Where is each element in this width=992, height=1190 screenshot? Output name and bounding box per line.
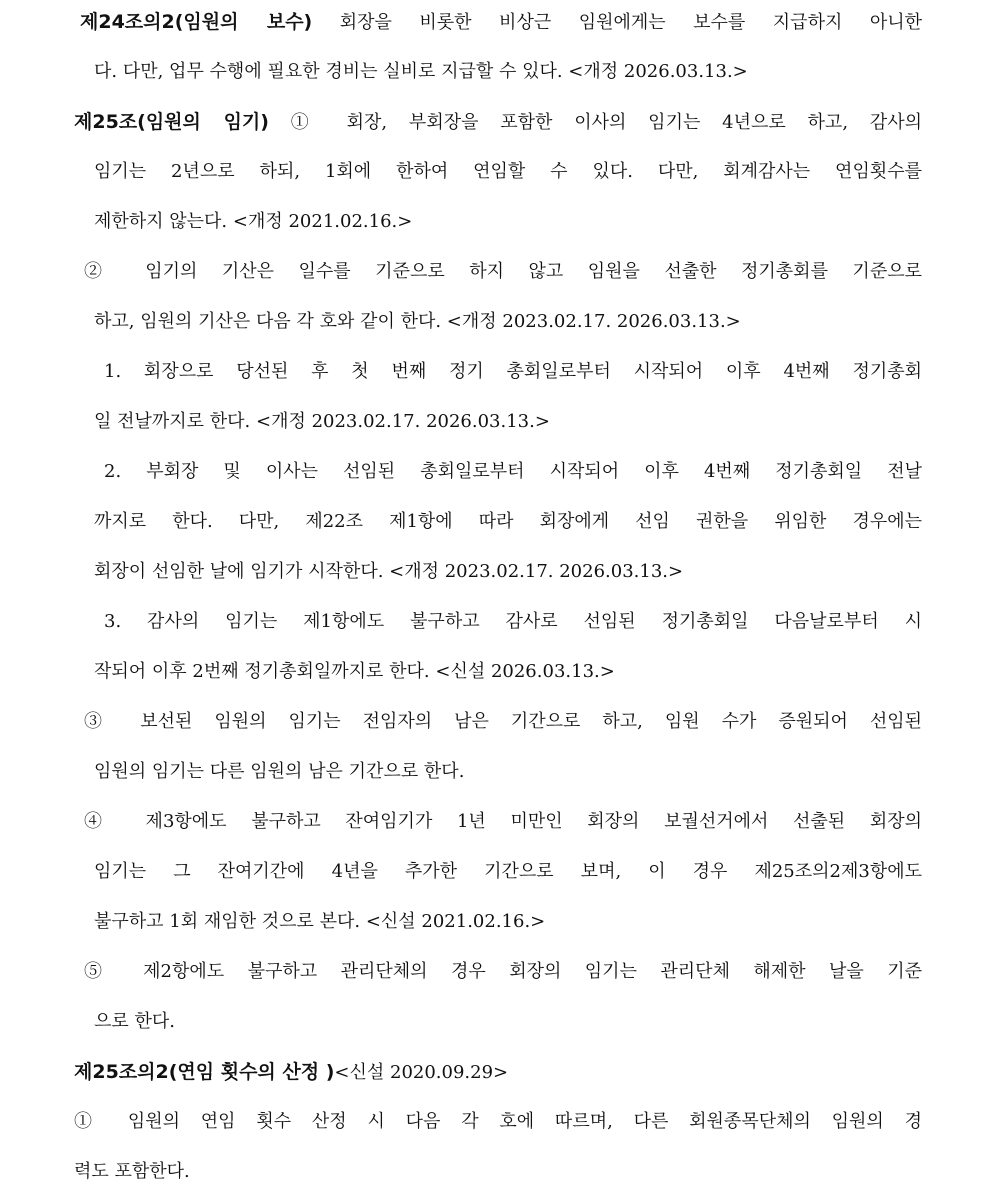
article-25-p3-line-2: 임원의 임기는 다른 임원의 남은 기간으로 한다. (94, 761, 465, 782)
article-24-2-heading: 제24조의2(임원의 보수) (80, 11, 313, 33)
article-25-p2-item-1-line-1: 1. 회장으로 당선된 후 첫 번째 정기 총회일로부터 시작되어 이후 4번째 정기총회 (104, 361, 922, 382)
article-25-p2-item-1-line-2: 일 전날까지로 한다. <개정 2023.02.17. 2026.03.13.> (94, 411, 550, 432)
article-25-p2-item-2-line-1: 2. 부회장 및 이사는 선임된 총회일로부터 시작되어 이후 4번째 정기총회일 전날 (104, 461, 922, 482)
article-25-p2-item-3-line-2: 작되어 이후 2번째 정기총회일까지로 한다. <신설 2026.03.13.> (94, 661, 615, 682)
article-25-p4-line-3: 불구하고 1회 재임한 것으로 본다. <신설 2021.02.16.> (94, 911, 546, 932)
article-25-2-heading: 제25조의2(연임 횟수의 산정 ) (74, 1061, 335, 1083)
article-25-p2-item-2-line-3: 회장이 선임한 날에 임기가 시작한다. <개정 2023.02.17. 2026.03.13.> (94, 561, 684, 582)
article-25-p2-item-2-line-2: 까지로 한다. 다만, 제22조 제1항에 따라 회장에게 선임 권한을 위임한 경우에는 (94, 511, 922, 532)
article-25-p2-item-3-line-1: 3. 감사의 임기는 제1항에도 불구하고 감사로 선임된 정기총회일 다음날로부터 시 (104, 611, 922, 632)
article-25-2-p1-line-2: 력도 포함한다. (74, 1161, 190, 1182)
article-25-2-p1-line-1: ① 임원의 연임 횟수 산정 시 다음 각 호에 따르며, 다른 회원종목단체의 임원의 경 (74, 1111, 922, 1132)
article-25-p3-line-1: ③ 보선된 임원의 임기는 전임자의 남은 기간으로 하고, 임원 수가 증원되어 선임된 (84, 711, 922, 732)
article-25-heading: 제25조(임원의 임기) (74, 111, 269, 133)
article-25-p2-line-2: 하고, 임원의 기산은 다음 각 호와 같이 한다. <개정 2023.02.17. 2026.03.13.> (94, 311, 741, 332)
article-25-p1-line-3: 제한하지 않는다. <개정 2021.02.16.> (94, 211, 413, 232)
article-24-2-line-1: 제24조의2(임원의 보수) 회장을 비롯한 비상근 임원에게는 보수를 지급하지 아니한 (80, 11, 922, 33)
article-24-2-line-2: 다. 다만, 업무 수행에 필요한 경비는 실비로 지급할 수 있다. <개정 2026.03.13.> (94, 61, 748, 82)
article-25-p5-line-1: ⑤ 제2항에도 불구하고 관리단체의 경우 회장의 임기는 관리단체 해제한 날을 기준 (84, 961, 922, 982)
article-25-p1-line-2: 임기는 2년으로 하되, 1회에 한하여 연임할 수 있다. 다만, 회계감사는 연임횟수를 (94, 161, 922, 182)
article-25-2-title-line (74, 1058, 922, 1087)
article-25-p4-line-2: 임기는 그 잔여기간에 4년을 추가한 기간으로 보며, 이 경우 제25조의2제3항에도 (94, 861, 922, 882)
article-25-2-note: <신설 2020.09.29> (334, 1062, 509, 1083)
article-25-p4-line-1: ④ 제3항에도 불구하고 잔여임기가 1년 미만인 회장의 보궐선거에서 선출된 회장의 (84, 811, 922, 832)
article-25-p5-line-2: 으로 한다. (94, 1011, 175, 1032)
article-25-line-1: 제25조(임원의 임기) ① 회장, 부회장을 포함한 이사의 임기는 4년으로 하고, 감사의 (74, 111, 922, 133)
article-25-p2-line-1: ② 임기의 기산은 일수를 기준으로 하지 않고 임원을 선출한 정기총회를 기준으로 (84, 261, 922, 282)
